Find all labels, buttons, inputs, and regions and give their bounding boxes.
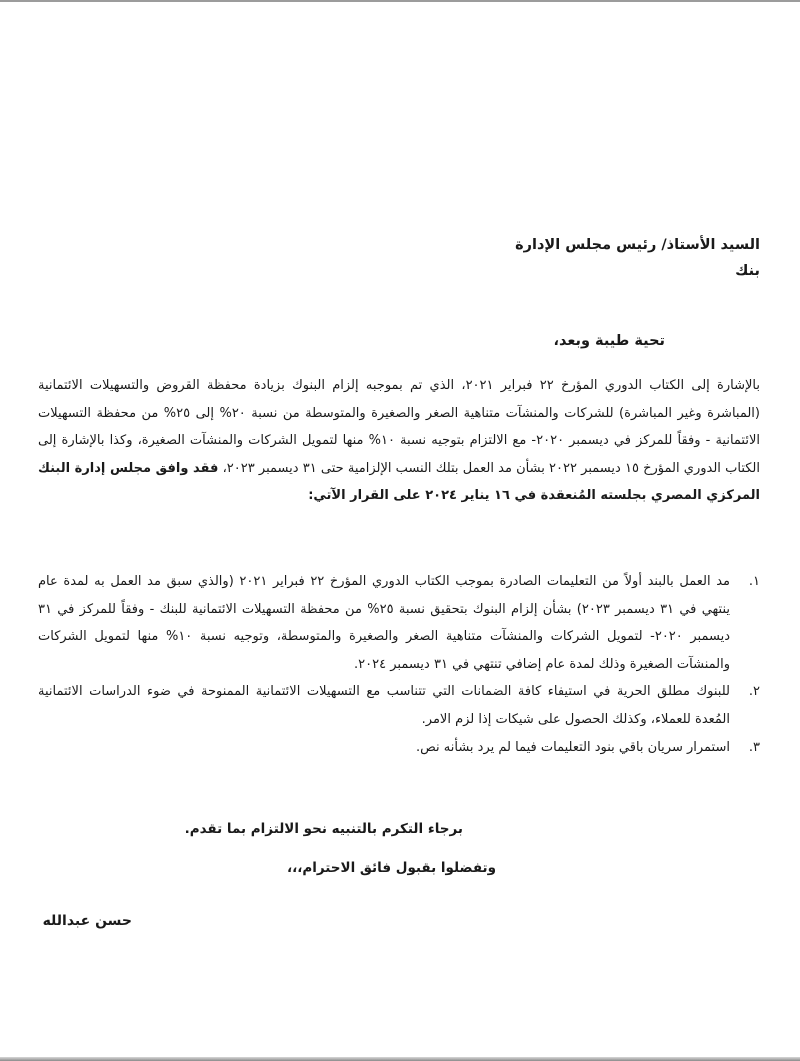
- decision-text: استمرار سريان باقي بنود التعليمات فيما لم يرد بشأنه نص.: [415, 739, 730, 755]
- addressee-title: السيد الأستاذ/ رئيس مجلس الإدارة: [515, 237, 760, 253]
- signature-name: حسن عبدالله: [42, 913, 132, 929]
- decision-number: ٣.: [748, 739, 760, 755]
- greeting: تحية طيبة وبعد،: [553, 333, 665, 349]
- decision-item: [38, 734, 760, 762]
- closing-regards: وتفضلوا بقبول فائق الاحترام،،،: [286, 860, 496, 876]
- addressee-block: [515, 232, 760, 284]
- decision-list: [38, 568, 760, 761]
- intro-text: بالإشارة إلى الكتاب الدوري المؤرخ ٢٢ فبراير ٢٠٢١، الذي تم بموجبه إلزام البنوك بزيادة محفظة القروض والتسهيلات الائتمانية (المباشرة وغير المباشرة) للشركات والمنشآت متناهية الصغر والصغيرة والمتوسطة من نسبة ٢٠% إلى ٢٥% من محفظة التسهيلات الائتمانية - وفقاً للمركز في ديسمبر ٢٠٢٠- مع الالتزام بتوجيه نسبة ١٠% منها لتمويل الشركات والمنشآت الصغيرة، وكذا بالإشارة إلى الكتاب الدوري المؤرخ ١٥ ديسمبر ٢٠٢٢ بشأن مد العمل بتلك النسب الإلزامية حتى ٣١ ديسمبر ٢٠٢٣،: [38, 378, 760, 476]
- decision-item: [38, 568, 760, 678]
- decision-item: [38, 678, 760, 733]
- decision-number: ١.: [748, 574, 760, 589]
- page-bottom-edge: [0, 1057, 800, 1061]
- decision-number: ٢.: [748, 684, 760, 700]
- closing-request: برجاء التكرم بالتنبيه نحو الالتزام بما تقدم.: [184, 821, 463, 837]
- decision-text: مد العمل بالبند أولاً من التعليمات الصادرة بموجب الكتاب الدوري المؤرخ ٢٢ فبراير ٢٠٢١ (والذي سبق مد العمل به لمدة عام ينتهي في ٣١ ديسمبر ٢٠٢٣) بشأن إلزام البنوك بتحقيق نسبة ٢٥% من محفظة التسهيلات الائتمانية للبنك - وفقاً للمركز في ٣١ ديسمبر ٢٠٢٠- لتمويل الشركات والمنشآت متناهية الصغر والصغيرة والمتوسطة، وتوجيه نسبة ١٠% منها لتمويل الشركات والمنشآت الصغيرة وذلك لمدة عام إضافي تنتهي في ٣١ ديسمبر ٢٠٢٤.: [38, 574, 731, 672]
- addressee-bank: بنك: [735, 263, 760, 279]
- decision-text: للبنوك مطلق الحرية في استيفاء كافة الضمانات التي تتناسب مع التسهيلات الائتمانية الممنوحة في ضوء الدراسات الائتمانية المُعدة للعملاء، وكذلك الحصول على شيكات إذا لزم الامر.: [38, 684, 730, 727]
- intro-decision-statement: فقد وافق مجلس إدارة البنك المركزي المصري بجلسته المُنعقدة في ١٦ يناير ٢٠٢٤ على القرار الآتي:: [38, 460, 760, 504]
- intro-paragraph: [38, 372, 760, 510]
